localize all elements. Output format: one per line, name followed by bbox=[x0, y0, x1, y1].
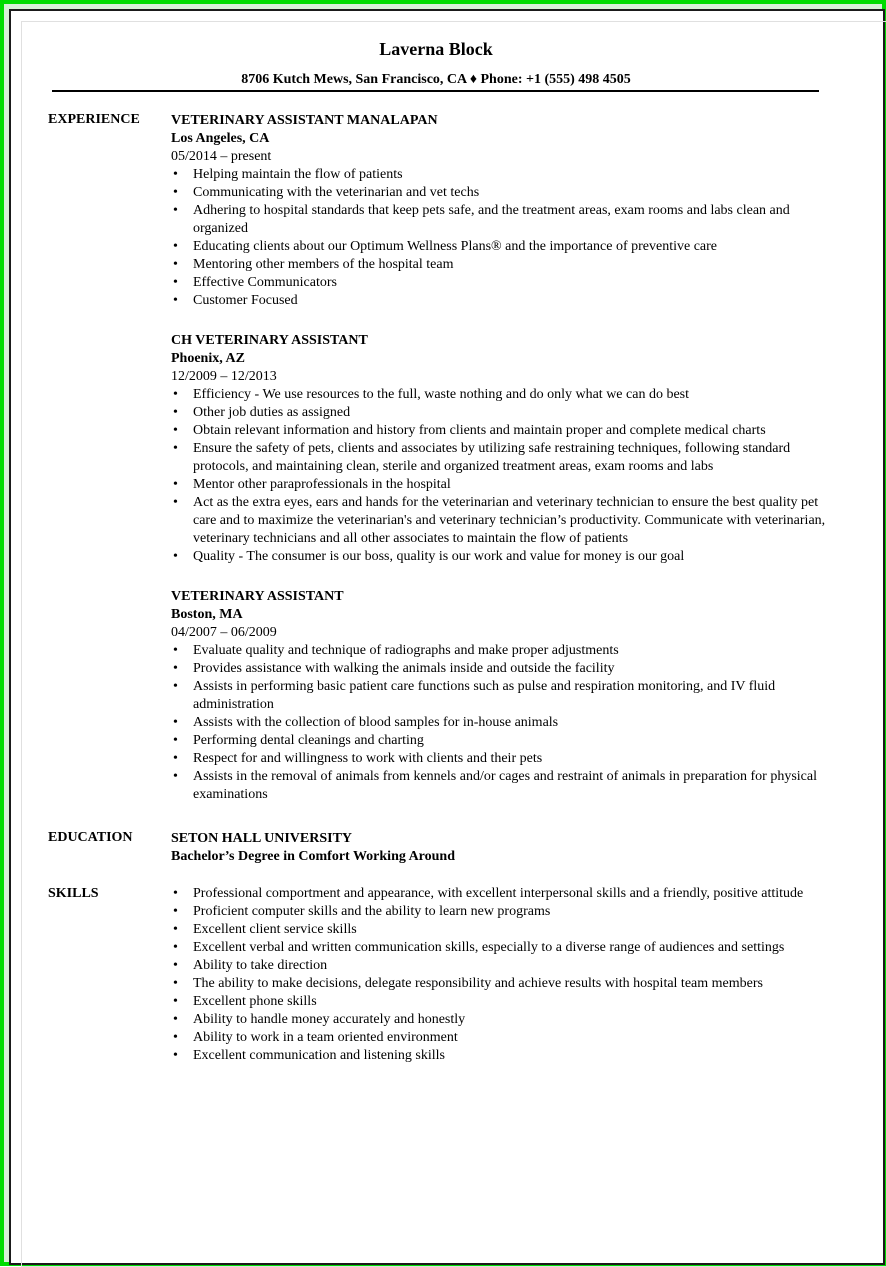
list-item: • Provides assistance with walking the animals inside and outside the facility bbox=[171, 660, 831, 678]
list-item: • Other job duties as assigned bbox=[171, 404, 831, 422]
header-divider bbox=[52, 90, 819, 92]
list-item: • Assists in performing basic patient care functions such as pulse and respiration monitoring, and IV fluid administration bbox=[171, 678, 831, 714]
list-item: • Efficiency - We use resources to the full, waste nothing and do only what we can do best bbox=[171, 386, 831, 404]
contact-line: 8706 Kutch Mews, San Francisco, CA ♦ Phone: +1 (555) 498 4505 bbox=[241, 72, 631, 87]
list-item: • Respect for and willingness to work with clients and their pets bbox=[171, 750, 831, 768]
job-dates: 05/2014 – present bbox=[171, 149, 272, 164]
list-item: • Ensure the safety of pets, clients and associates by utilizing safe restraining techniques, following standard protocols, and maintaining clean, sterile and organized treatment areas, exam rooms and labs bbox=[171, 440, 831, 476]
job-title: VETERINARY ASSISTANT MANALAPAN bbox=[171, 113, 438, 128]
list-item: • Professional comportment and appearance, with excellent interpersonal skills and a friendly, positive attitude bbox=[171, 885, 831, 903]
list-item: • Obtain relevant information and history from clients and maintain proper and complete medical charts bbox=[171, 422, 831, 440]
skills-list bbox=[171, 885, 831, 1065]
list-item: • Customer Focused bbox=[171, 292, 831, 310]
list-item: • Excellent client service skills bbox=[171, 921, 831, 939]
job-bullets bbox=[171, 386, 831, 566]
list-item: • Quality - The consumer is our boss, quality is our work and value for money is our goal bbox=[171, 548, 831, 566]
job-location: Boston, MA bbox=[171, 607, 243, 622]
skills-list-block bbox=[171, 885, 831, 1065]
skills-section-label: SKILLS bbox=[48, 886, 99, 901]
school-name: SETON HALL UNIVERSITY bbox=[171, 831, 353, 846]
list-item: • The ability to make decisions, delegate responsibility and achieve results with hospital team members bbox=[171, 975, 831, 993]
list-item: • Excellent verbal and written communication skills, especially to a diverse range of audiences and settings bbox=[171, 939, 831, 957]
experience-entry bbox=[171, 588, 831, 804]
job-location: Phoenix, AZ bbox=[171, 351, 245, 366]
list-item: • Communicating with the veterinarian and vet techs bbox=[171, 184, 831, 202]
list-item: • Ability to work in a team oriented environment bbox=[171, 1029, 831, 1047]
list-item: • Proficient computer skills and the ability to learn new programs bbox=[171, 903, 831, 921]
job-title: CH VETERINARY ASSISTANT bbox=[171, 333, 368, 348]
list-item: • Mentor other paraprofessionals in the hospital bbox=[171, 476, 831, 494]
list-item: • Helping maintain the flow of patients bbox=[171, 166, 831, 184]
experience-entry bbox=[171, 332, 831, 566]
list-item: • Ability to handle money accurately and honestly bbox=[171, 1011, 831, 1029]
list-item: • Assists with the collection of blood samples for in-house animals bbox=[171, 714, 831, 732]
education-entry bbox=[171, 830, 831, 866]
list-item: • Mentoring other members of the hospital team bbox=[171, 256, 831, 274]
list-item: • Act as the extra eyes, ears and hands for the veterinarian and veterinary technician to ensure the best quality pet care and to maximize the veterinarian's and veterinary technician’s productivity. Communicate with veterinarian, veterinary technicians and all other associates to maintain the flow of patients bbox=[171, 494, 831, 548]
job-dates: 12/2009 – 12/2013 bbox=[171, 369, 277, 384]
list-item: • Ability to take direction bbox=[171, 957, 831, 975]
experience-entry bbox=[171, 112, 831, 310]
list-item: • Performing dental cleanings and charting bbox=[171, 732, 831, 750]
resume-name: Laverna Block bbox=[379, 39, 493, 59]
education-section-label: EDUCATION bbox=[48, 830, 133, 845]
list-item: • Evaluate quality and technique of radiographs and make proper adjustments bbox=[171, 642, 831, 660]
job-location: Los Angeles, CA bbox=[171, 131, 270, 146]
list-item: • Excellent communication and listening skills bbox=[171, 1047, 831, 1065]
job-bullets bbox=[171, 642, 831, 804]
experience-section-label: EXPERIENCE bbox=[48, 112, 140, 127]
list-item: • Educating clients about our Optimum Wellness Plans® and the importance of preventive care bbox=[171, 238, 831, 256]
list-item: • Assists in the removal of animals from kennels and/or cages and restraint of animals in preparation for physical examinations bbox=[171, 768, 831, 804]
job-bullets bbox=[171, 166, 831, 310]
list-item: • Excellent phone skills bbox=[171, 993, 831, 1011]
job-title: VETERINARY ASSISTANT bbox=[171, 589, 344, 604]
list-item: • Effective Communicators bbox=[171, 274, 831, 292]
degree-name: Bachelor’s Degree in Comfort Working Around bbox=[171, 849, 456, 864]
job-dates: 04/2007 – 06/2009 bbox=[171, 625, 277, 640]
list-item: • Adhering to hospital standards that keep pets safe, and the treatment areas, exam rooms and labs clean and organized bbox=[171, 202, 831, 238]
